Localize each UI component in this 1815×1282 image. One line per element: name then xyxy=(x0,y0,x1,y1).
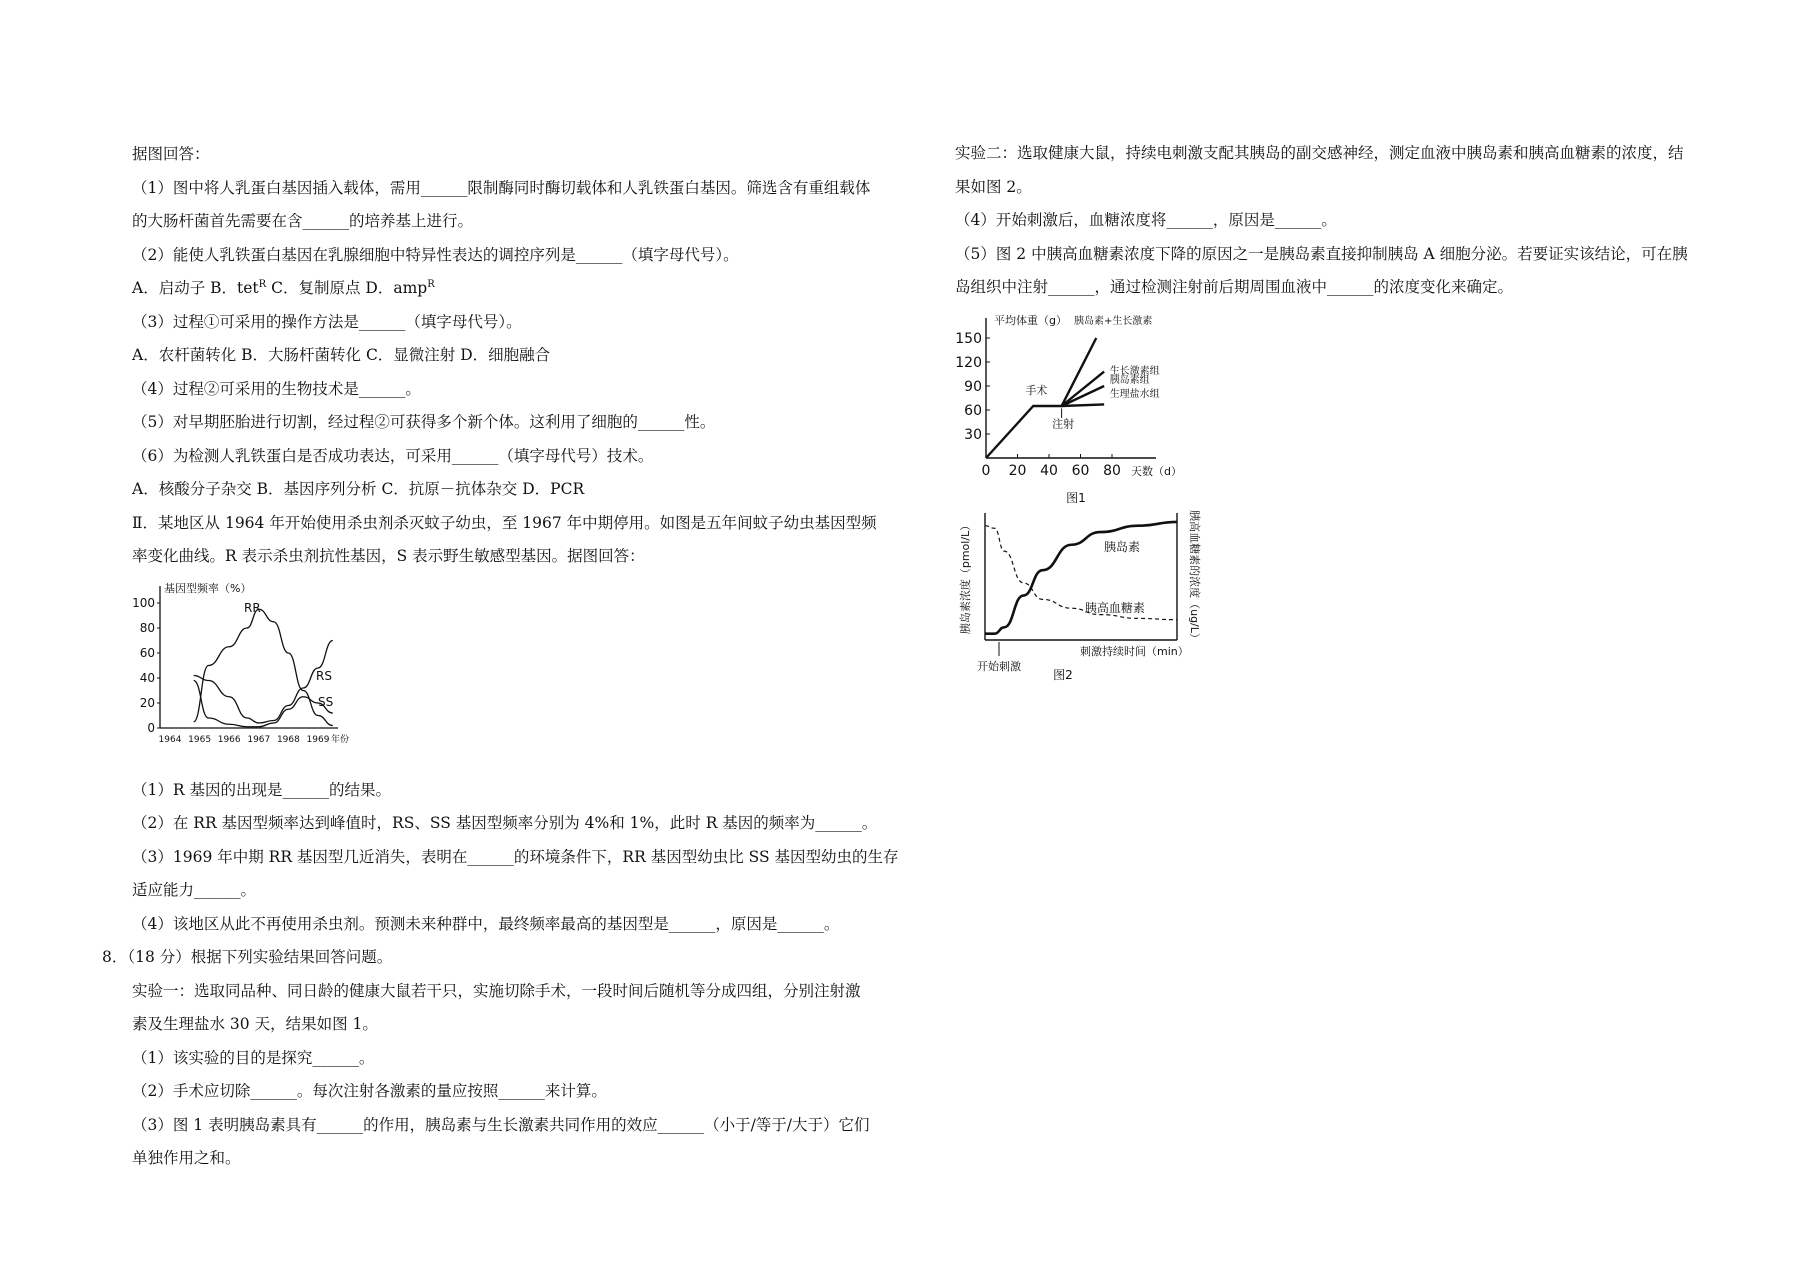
figure1-body-weight-chart xyxy=(948,310,1208,510)
text-line: 果如图 2。 xyxy=(955,177,1032,196)
x-axis-label: 天数（d） xyxy=(1131,465,1182,478)
text-line: 率变化曲线。R 表示杀虫剂抗性基因，S 表示野生敏感型基因。据图回答： xyxy=(132,547,645,565)
series-label-insulin: 胰岛素 xyxy=(1104,540,1141,555)
y-tick-label: 0 xyxy=(147,721,155,735)
series-label-rr: RR xyxy=(244,601,261,615)
y-tick-label: 40 xyxy=(139,671,155,685)
series-line-insulin xyxy=(985,522,1177,634)
x-tick-label: 1965 xyxy=(188,735,212,745)
x-tick-label: 60 xyxy=(1071,463,1090,479)
superscript: R xyxy=(258,278,267,290)
x-tick-label: 1964 xyxy=(158,735,182,745)
text-line: （5）图 2 中胰高血糖素浓度下降的原因之一是胰岛素直接抑制胰岛 A 细胞分泌。若要证实该结论，可在胰 xyxy=(955,244,1688,263)
series-line-glucagon xyxy=(985,526,1177,620)
x-tick-label: 1969 xyxy=(306,735,330,745)
superscript: R xyxy=(427,278,435,290)
text-line: （3）过程①可采用的操作方法是______（填字母代号）。 xyxy=(132,312,522,331)
y-tick-label: 60 xyxy=(139,646,155,660)
text-line: （3）图 1 表明胰岛素具有______的作用，胰岛素与生长激素共同作用的效应______（小于/等于/大于）它们 xyxy=(132,1115,870,1134)
text-line: （1）图中将人乳蛋白基因插入载体，需用______限制酶同时酶切载体和人乳铁蛋白基因。筛选含有重组载体 xyxy=(132,178,871,197)
text-line: （4）该地区从此不再使用杀虫剂。预测未来种群中，最终频率最高的基因型是______，原因是______。 xyxy=(132,914,840,933)
text-line: （5）对早期胚胎进行切割，经过程②可获得多个新个体。这利用了细胞的______性。 xyxy=(132,413,716,431)
text-line: （2）在 RR 基因型频率达到峰值时，RS、SS 基因型频率分别为 4%和 1%，此时 R 基因的频率为______。 xyxy=(132,814,878,832)
x-axis-label: 刺激持续时间（min） xyxy=(1080,645,1189,658)
y-axis-label-right: 胰高血糖素的浓度（ug/L） xyxy=(1188,510,1201,644)
y-tick-label: 120 xyxy=(955,355,982,371)
text-line: 实验一：选取同品种、同日龄的健康大鼠若干只，实施切除手术，一段时间后随机等分成四组，分别注射激 xyxy=(132,981,861,1000)
annotation-surgery: 手术 xyxy=(1025,384,1048,397)
figure-caption: 图2 xyxy=(1053,668,1073,682)
x-tick-label: 1966 xyxy=(217,735,241,745)
text-line: 单独作用之和。 xyxy=(132,1149,241,1167)
text-line: （4）开始刺激后，血糖浓度将______，原因是______。 xyxy=(955,211,1337,229)
text-line: 适应能力______。 xyxy=(132,881,257,899)
genotype-frequency-chart xyxy=(128,578,358,748)
y-tick-label: 60 xyxy=(964,403,982,419)
text-line: （3）1969 年中期 RR 基因型几近消失，表明在______的环境条件下，RR 基因型幼虫比 SS 基因型幼虫的生存 xyxy=(132,847,899,866)
x-tick-label: 1967 xyxy=(247,735,271,745)
series-line-rr xyxy=(194,609,333,725)
text-line: 据图回答： xyxy=(132,145,210,163)
question-heading: 8．（18 分）根据下列实验结果回答问题。 xyxy=(102,948,393,966)
series-label-saline: 生理盐水组 xyxy=(1109,389,1160,401)
series-label-combined: 胰岛素+生长激素 xyxy=(1074,316,1153,327)
text-line: （2）能使人乳铁蛋白基因在乳腺细胞中特异性表达的调控序列是______（填字母代号）。 xyxy=(132,245,739,264)
series-line-rs xyxy=(194,641,333,724)
y-axis-label: 基因型频率（%） xyxy=(164,582,252,595)
option-text: C．复制原点 D．amp xyxy=(266,279,428,297)
annotation-start: 开始刺激 xyxy=(977,660,1021,673)
series-label-rs: RS xyxy=(316,669,332,683)
figure-caption: 图1 xyxy=(1066,491,1086,505)
y-tick-label: 30 xyxy=(964,427,982,443)
text-line: 素及生理盐水 30 天，结果如图 1。 xyxy=(132,1015,378,1033)
text-line: （6）为检测人乳铁蛋白是否成功表达，可采用______（填字母代号）技术。 xyxy=(132,446,654,465)
series-label-insulin: 胰岛素组 xyxy=(1109,374,1150,386)
x-tick-label: 1968 xyxy=(276,735,300,745)
text-line: 的大肠杆菌首先需要在含______的培养基上进行。 xyxy=(132,212,474,230)
text-line: 岛组织中注射______，通过检测注射前后期周围血液中______的浓度变化来确定。 xyxy=(955,278,1514,296)
y-tick-label: 90 xyxy=(964,379,982,395)
y-axis-label-left: 胰岛素浓度（pmol/L） xyxy=(959,519,972,635)
option-text: A．启动子 B．tet xyxy=(132,279,259,297)
series-label-ss: SS xyxy=(318,695,334,709)
text-line: 实验二：选取健康大鼠，持续电刺激支配其胰岛的副交感神经，测定血液中胰岛素和胰高血糖素的浓度，结 xyxy=(955,144,1684,162)
options-line: A．农杆菌转化 B．大肠杆菌转化 C．显微注射 D．细胞融合 xyxy=(132,346,551,364)
text-line: Ⅱ．某地区从 1964 年开始使用杀虫剂杀灭蚊子幼虫，至 1967 年中期停用。如图是五年间蚊子幼虫基因型频 xyxy=(132,513,877,532)
y-tick-label: 80 xyxy=(139,621,155,635)
annotation-injection: 注射 xyxy=(1052,417,1075,431)
figure2-hormone-chart xyxy=(955,505,1210,685)
x-tick-label: 0 xyxy=(981,463,991,479)
y-tick-label: 100 xyxy=(132,596,155,610)
series-line-saline xyxy=(1062,404,1105,406)
right-column xyxy=(955,137,1730,305)
series-line-ss xyxy=(194,681,333,727)
series-label-gh: 生长激素组 xyxy=(1109,366,1160,377)
text-line: （4）过程②可采用的生物技术是______。 xyxy=(132,379,421,398)
text-line: （2）手术应切除______。每次注射各激素的量应按照______来计算。 xyxy=(132,1082,607,1100)
x-tick-label: 20 xyxy=(1008,463,1027,479)
y-tick-label: 150 xyxy=(955,331,982,347)
x-axis-label: 年份 xyxy=(330,735,350,745)
x-tick-label: 80 xyxy=(1103,463,1121,479)
y-tick-label: 20 xyxy=(139,696,155,710)
options-line xyxy=(132,272,902,306)
series-label-glucagon: 胰高血糖素 xyxy=(1084,601,1145,616)
text-line: （1）R 基因的出现是______的结果。 xyxy=(132,780,391,799)
options-line: A．核酸分子杂交 B．基因序列分析 C．抗原－抗体杂交 D．PCR xyxy=(132,480,585,498)
x-tick-label: 40 xyxy=(1040,463,1058,479)
text-line: （1）该实验的目的是探究______。 xyxy=(132,1048,375,1067)
y-axis-label: 平均体重（g） xyxy=(994,314,1067,327)
